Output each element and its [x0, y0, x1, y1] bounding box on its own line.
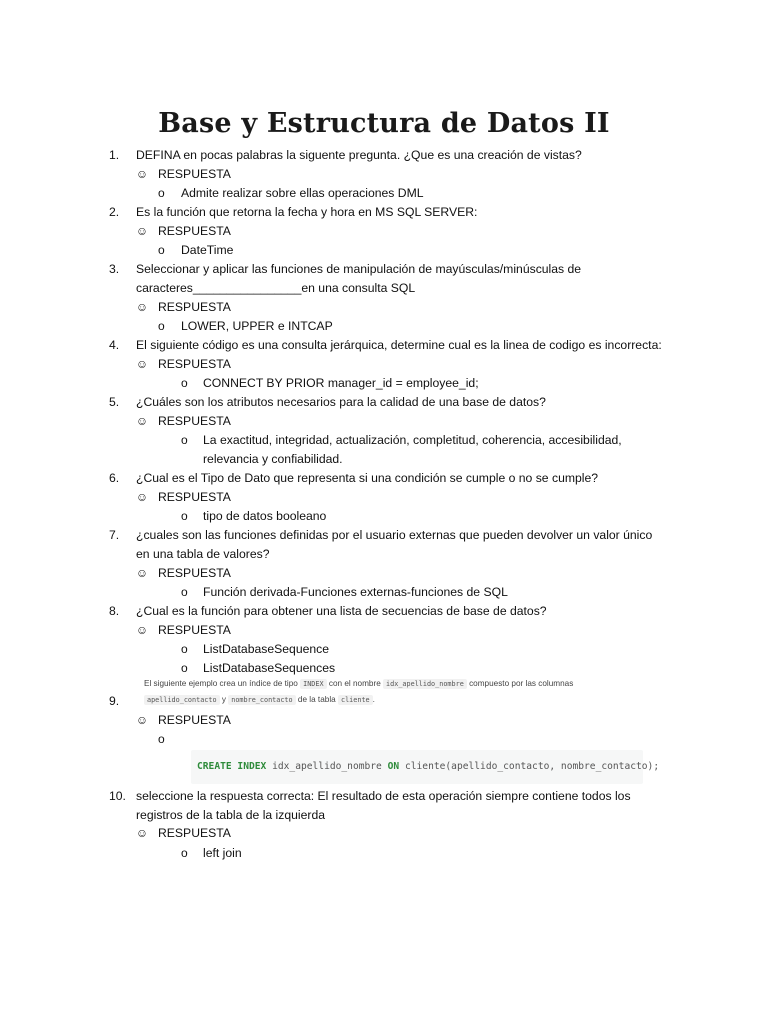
answer-text: ListDatabaseSequences	[203, 661, 336, 675]
inline-code: nombre_contacto	[228, 695, 295, 705]
inline-code: idx_apellido_nombre	[383, 679, 467, 689]
respuesta-label: RESPUESTA	[158, 300, 231, 314]
question-text: ¿Cuáles son los atributos necesarios para la calidad de una base de datos?	[136, 395, 546, 409]
respuesta-label: RESPUESTA	[158, 357, 231, 371]
respuesta-label: RESPUESTA	[158, 490, 231, 504]
question-text: El siguiente código es una consulta jerárquica, determine cual es la linea de codigo es incorrecta:	[136, 338, 662, 352]
question-text: registros de la tabla de la izquierda	[136, 808, 326, 822]
respuesta-label: RESPUESTA	[158, 167, 231, 181]
answer-text: Admite realizar sobre ellas operaciones DML	[181, 186, 424, 200]
question-number: 2.	[109, 205, 120, 219]
answer-text: relevancia y confiabilidad.	[203, 452, 343, 466]
question-text: seleccione la respuesta correcta: El resultado de esta operación siempre contiene todos los	[136, 789, 631, 803]
circle-bullet-icon: o	[181, 509, 188, 523]
smiley-icon: ☺	[135, 224, 149, 238]
question-text: Seleccionar y aplicar las funciones de manipulación de mayúsculas/minúsculas de	[136, 262, 582, 276]
question-number: 7.	[109, 528, 120, 542]
smiley-icon: ☺	[135, 623, 149, 637]
sql-code-snippet: CREATE INDEX idx_apellido_nombre ON cliente(apellido_contacto, nombre_contacto);	[191, 750, 643, 784]
answer-text: LOWER, UPPER e INTCAP	[181, 319, 333, 333]
circle-bullet-icon: o	[181, 376, 188, 390]
answer-text: Función derivada-Funciones externas-funciones de SQL	[203, 585, 508, 599]
smiley-icon: ☺	[135, 414, 149, 428]
page-title: Base y Estructura de Datos II	[158, 108, 610, 139]
answer-text: ListDatabaseSequence	[203, 642, 330, 656]
answer-text: La exactitud, integridad, actualización, completitud, coherencia, accesibilidad,	[203, 433, 622, 447]
circle-bullet-icon: o	[181, 846, 188, 860]
inline-code: apellido_contacto	[144, 695, 220, 705]
respuesta-label: RESPUESTA	[158, 224, 231, 238]
circle-bullet-icon: o	[158, 186, 165, 200]
question-number: 3.	[109, 262, 120, 276]
inline-code: cliente	[338, 695, 373, 705]
embedded-screenshot-description: El siguiente ejemplo crea un índice de tipo INDEX con el nombre idx_apellido_nombre compuesto por las columnas apellido_contacto y nombre_contacto de la tabla cliente .	[144, 679, 574, 704]
answer-text: left join	[203, 846, 242, 860]
question-text: Es la función que retorna la fecha y hora en MS SQL SERVER:	[136, 205, 478, 219]
question-number: 6.	[109, 471, 120, 485]
respuesta-label: RESPUESTA	[158, 414, 231, 428]
answer-text: DateTime	[181, 243, 234, 257]
question-number: 5.	[109, 395, 120, 409]
circle-bullet-icon: o	[181, 585, 188, 599]
smiley-icon: ☺	[135, 566, 149, 580]
smiley-icon: ☺	[135, 167, 149, 181]
circle-bullet-icon: o	[158, 319, 165, 333]
question-number: 10.	[109, 789, 126, 803]
smiley-icon: ☺	[135, 357, 149, 371]
question-number: 9.	[109, 694, 120, 708]
respuesta-label: RESPUESTA	[158, 623, 231, 637]
respuesta-label: RESPUESTA	[158, 826, 231, 840]
circle-bullet-icon: o	[181, 642, 188, 656]
question-text: en una tabla de valores?	[136, 547, 270, 561]
respuesta-label: RESPUESTA	[158, 713, 231, 727]
question-text: caracteres________________en una consulta SQL	[136, 281, 416, 295]
smiley-icon: ☺	[135, 826, 149, 840]
smiley-icon: ☺	[135, 300, 149, 314]
question-number: 4.	[109, 338, 120, 352]
circle-bullet-icon: o	[158, 732, 165, 746]
question-text: ¿Cual es la función para obtener una lista de secuencias de base de datos?	[136, 604, 547, 618]
smiley-icon: ☺	[135, 490, 149, 504]
answer-text: tipo de datos booleano	[203, 509, 327, 523]
respuesta-label: RESPUESTA	[158, 566, 231, 580]
circle-bullet-icon: o	[181, 433, 188, 447]
question-number: 8.	[109, 604, 120, 618]
circle-bullet-icon: o	[181, 661, 188, 675]
question-number: 1.	[109, 148, 120, 162]
smiley-icon: ☺	[135, 713, 149, 727]
answer-text: CONNECT BY PRIOR manager_id = employee_id;	[203, 376, 479, 390]
question-text: ¿cuales son las funciones definidas por el usuario externas que pueden devolver un valor único	[136, 528, 653, 542]
inline-code: INDEX	[300, 679, 326, 689]
circle-bullet-icon: o	[158, 243, 165, 257]
question-text: DEFINA en pocas palabras la siguente pregunta. ¿Que es una creación de vistas?	[136, 148, 582, 162]
question-text: ¿Cual es el Tipo de Dato que representa si una condición se cumple o no se cumple?	[136, 471, 599, 485]
